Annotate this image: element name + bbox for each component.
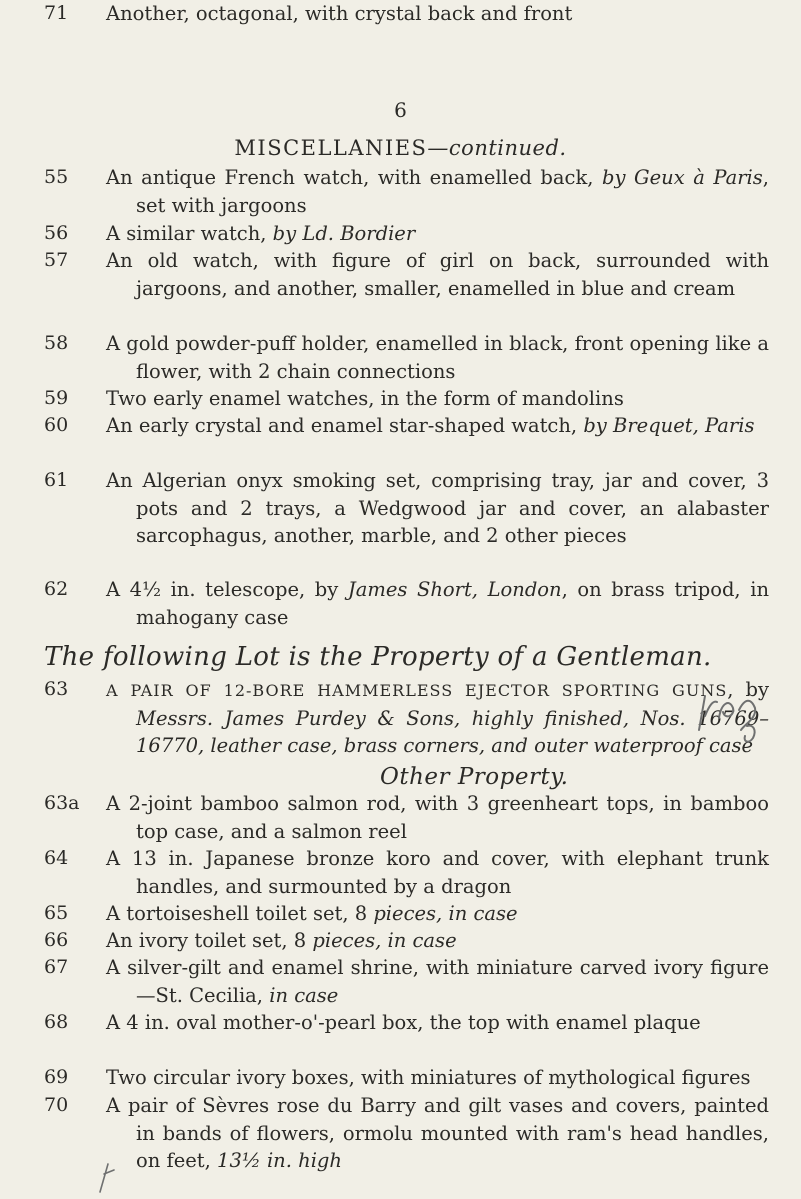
description-text: , on brass tripod, in mahogany case xyxy=(136,578,770,629)
lot-number: 57 xyxy=(44,249,69,271)
lot-number: 60 xyxy=(44,414,69,436)
lot-description xyxy=(106,164,769,219)
lot-entry xyxy=(44,1064,769,1092)
description-text: A 2-joint bamboo salmon rod, with 3 greenheart tops, in bamboo top case, and a salmon reel xyxy=(106,792,769,843)
lot-description xyxy=(106,385,769,413)
lot-entry xyxy=(44,247,769,302)
description-text: A pair of Sèvres rose du Barry and gilt vases and covers, painted in bands of flowers, ormolu mounted with ram's head handles, on feet, xyxy=(106,1094,769,1172)
lot-description xyxy=(106,954,769,1009)
section-continued: —continued. xyxy=(427,136,567,160)
lot-number: 61 xyxy=(44,469,69,491)
italic-text: Messrs. James Purdey & Sons, highly finished, Nos. 16769–16770, leather case, brass corners, and outer waterproof case xyxy=(136,706,769,757)
lot-entry xyxy=(44,385,769,413)
lot-entry xyxy=(44,1092,769,1175)
lot-number: 56 xyxy=(44,222,69,244)
lot-description xyxy=(106,1064,769,1092)
lot-entry xyxy=(44,927,769,955)
lot-number: 63a xyxy=(44,792,80,814)
lot-number: 55 xyxy=(44,166,69,188)
italic-text: pieces, in case xyxy=(373,902,518,925)
lot-number: 66 xyxy=(44,929,69,951)
lot-number: 59 xyxy=(44,387,69,409)
lot-entry xyxy=(44,954,769,1009)
description-text: Two early enamel watches, in the form of mandolins xyxy=(106,387,624,410)
description-text: An antique French watch, with enamelled back, xyxy=(106,166,602,189)
lot-number: 63 xyxy=(44,678,69,700)
section-title: MISCELLANIES xyxy=(234,136,428,160)
lot-description xyxy=(106,330,769,385)
lot-description xyxy=(106,576,769,631)
lot-description xyxy=(106,1092,769,1175)
description-text: A silver-gilt and enamel shrine, with miniature carved ivory figure—St. Cecilia, xyxy=(106,956,769,1007)
lot-number: 58 xyxy=(44,332,69,354)
small-caps-text: A PAIR OF 12-BORE HAMMERLESS EJECTOR SPORTING GUNS xyxy=(106,681,728,700)
description-text: , set with jargoons xyxy=(136,166,769,217)
lot-number: 71 xyxy=(44,2,69,24)
description-text: An old watch, with figure of girl on back, surrounded with jargoons, and another, smaller, enamelled in blue and cream xyxy=(106,249,769,300)
italic-text: by Geux à Paris xyxy=(602,166,763,189)
description-text: An early crystal and enamel star-shaped watch, xyxy=(106,414,584,437)
pencil-mark xyxy=(96,1160,118,1194)
handwritten-annotation xyxy=(695,690,765,746)
lot-entry xyxy=(44,467,769,550)
description-text: A 4 in. oval mother-o'-pearl box, the top with enamel plaque xyxy=(106,1011,701,1034)
lot-description xyxy=(106,676,769,760)
lot-description xyxy=(106,247,769,302)
description-text: A 13 in. Japanese bronze koro and cover, with elephant trunk handles, and surmounted by a dragon xyxy=(106,847,769,898)
lot-number: 67 xyxy=(44,956,69,978)
italic-text: 13½ in. high xyxy=(217,1149,342,1172)
lot-number: 64 xyxy=(44,847,69,869)
lot-entry xyxy=(44,676,769,760)
lot-entry xyxy=(44,330,769,385)
other-property-heading: Other Property. xyxy=(380,764,569,790)
italic-text: in case xyxy=(269,983,339,1007)
lot-description xyxy=(106,1009,769,1037)
lot-number: 70 xyxy=(44,1094,69,1116)
lot-entry xyxy=(44,900,769,928)
italic-text: by Brequet, Paris xyxy=(583,414,755,437)
description-text: A gold powder-puff holder, enamelled in black, front opening like a flower, with 2 chain connections xyxy=(106,332,769,383)
italic-text: James Short, London xyxy=(347,578,562,601)
lot-entry xyxy=(44,790,769,845)
lot-number: 62 xyxy=(44,578,69,600)
lot-description xyxy=(106,900,769,928)
lot-number: 68 xyxy=(44,1011,69,1033)
lot-entry xyxy=(44,0,769,28)
lot-description xyxy=(106,412,769,440)
lot-description xyxy=(106,927,769,955)
lot-description xyxy=(106,0,769,28)
section-header xyxy=(0,136,801,160)
description-text: Another, octagonal, with crystal back and front xyxy=(106,2,573,25)
italic-text: pieces, in case xyxy=(312,929,457,952)
description-text: An Algerian onyx smoking set, comprising tray, jar and cover, 3 pots and 2 trays, a Wedgwood jar and cover, an alabaster sarcophagus, another, marble, and 2 other pieces xyxy=(106,469,769,547)
lot-entry xyxy=(44,576,769,631)
lot-entry xyxy=(44,412,769,440)
lot-description xyxy=(106,845,769,900)
lot-entry xyxy=(44,220,769,248)
description-text: An ivory toilet set, 8 xyxy=(106,929,313,952)
italic-text: by Ld. Bordier xyxy=(272,222,416,245)
description-text: , by xyxy=(727,678,769,701)
lot-number: 69 xyxy=(44,1066,69,1088)
lot-description xyxy=(106,790,769,845)
lot-number: 65 xyxy=(44,902,69,924)
lot-entry xyxy=(44,164,769,219)
description-text: Two circular ivory boxes, with miniatures of mythological figures xyxy=(106,1066,751,1089)
lot-description xyxy=(106,467,769,550)
description-text: A 4½ in. telescope, by xyxy=(106,578,348,601)
description-text: A tortoiseshell toilet set, 8 xyxy=(106,902,374,925)
description-text: A similar watch, xyxy=(106,222,273,245)
lot-description xyxy=(106,220,769,248)
page-number: 6 xyxy=(394,98,407,122)
lot-entry xyxy=(44,845,769,900)
ownership-notice: The following Lot is the Property of a Gentleman. xyxy=(44,642,712,672)
lot-entry xyxy=(44,1009,769,1037)
